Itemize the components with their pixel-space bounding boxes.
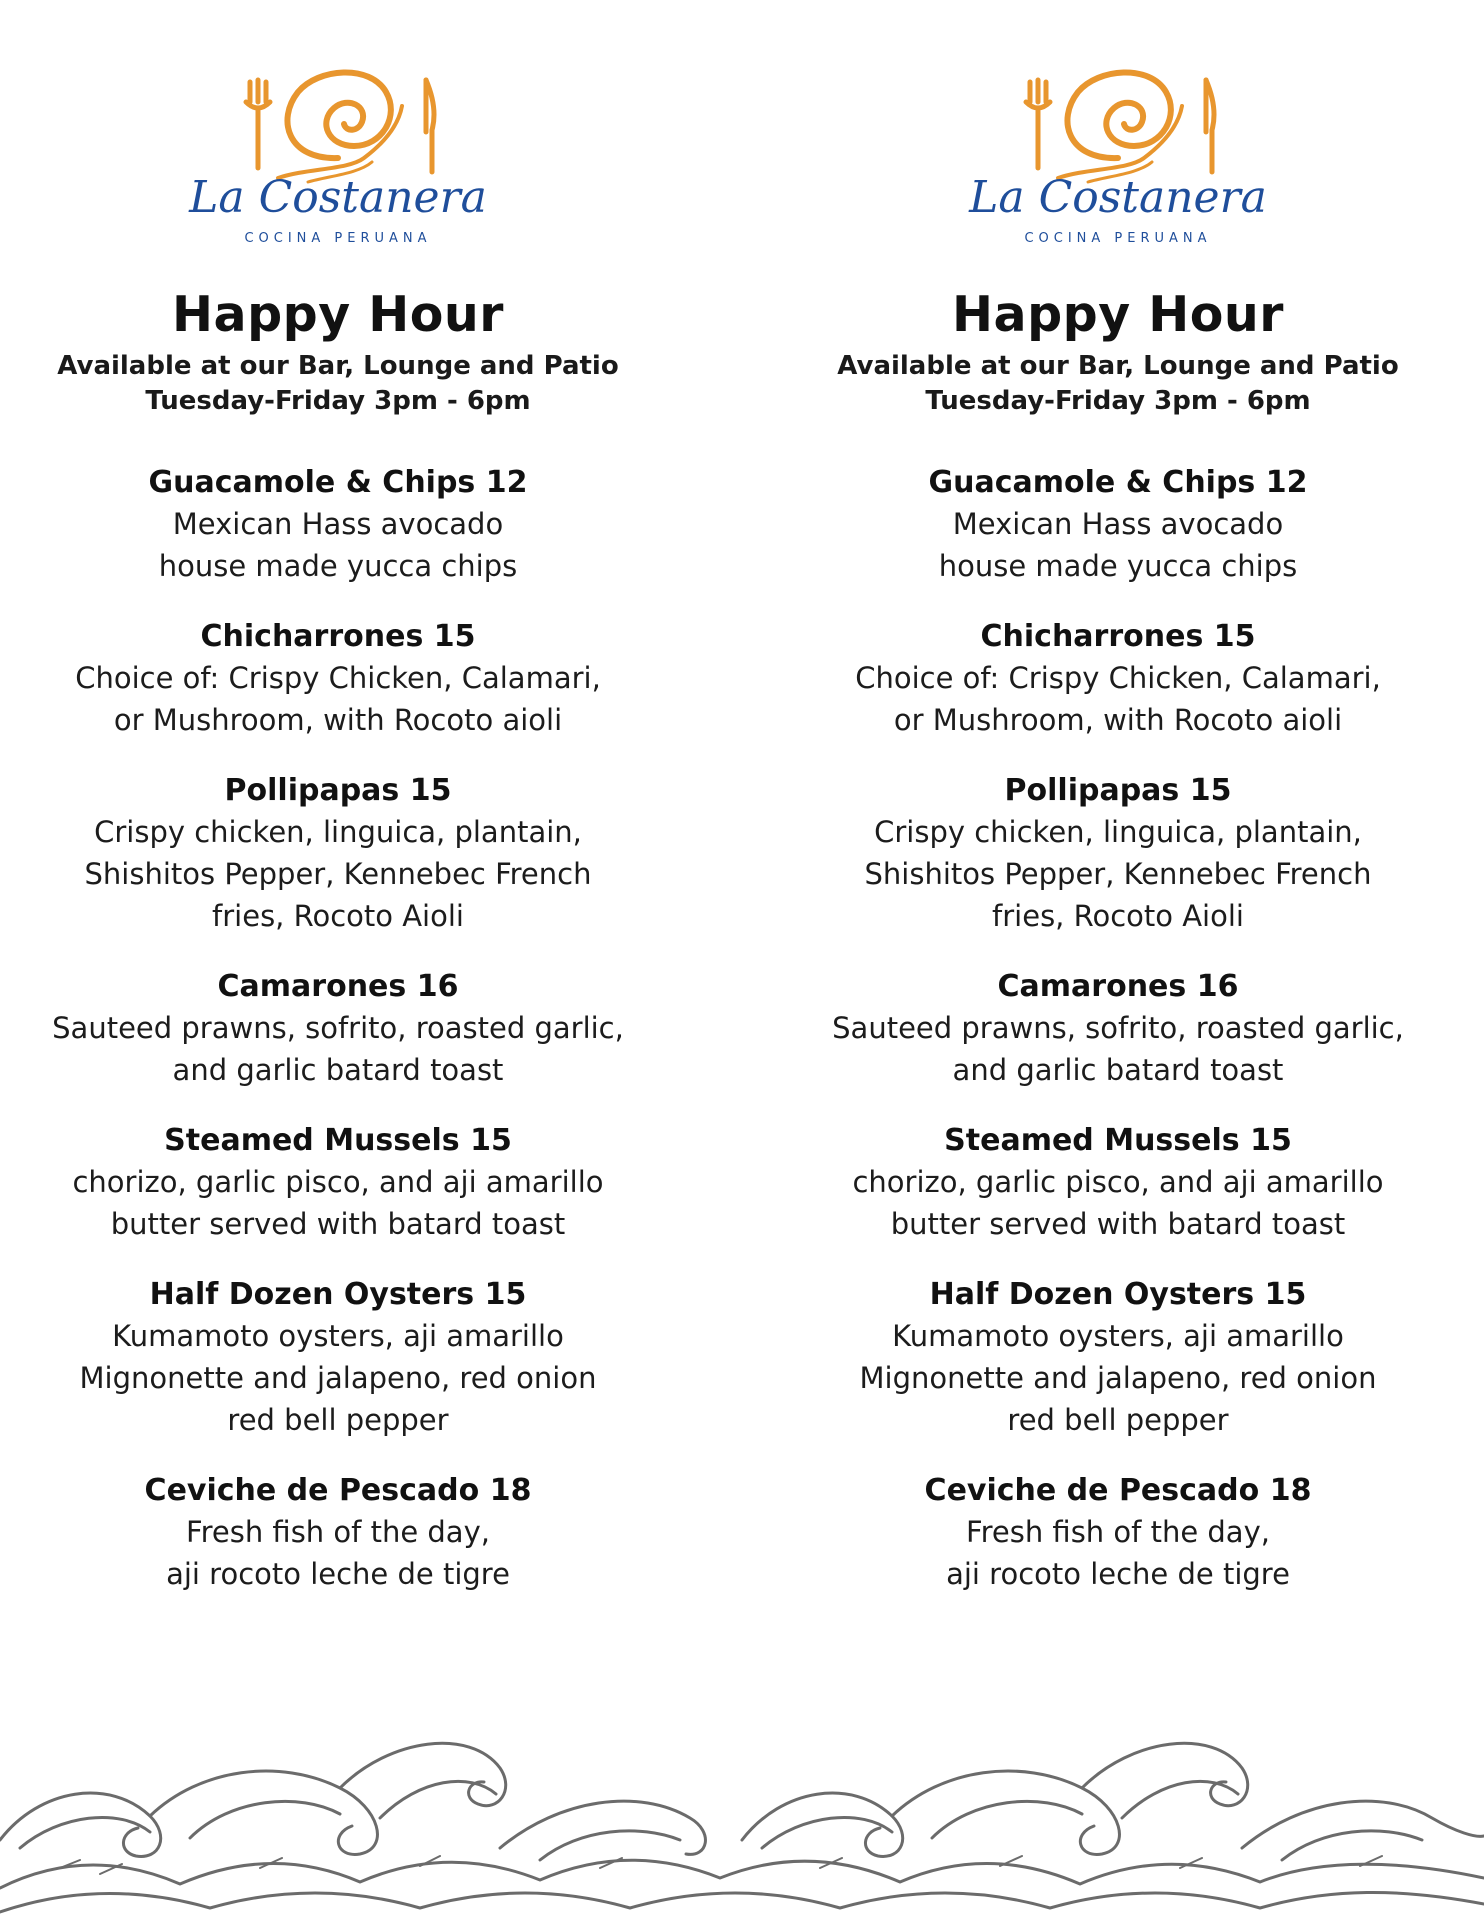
menu-item <box>798 617 1438 741</box>
item-name: Ceviche de Pescado 18 <box>144 1473 532 1508</box>
menu-panel-right <box>798 0 1438 1700</box>
item-name: Guacamole & Chips 12 <box>148 465 528 500</box>
item-name: Chicharrones 15 <box>200 619 476 654</box>
menu-panel-left <box>18 0 658 1700</box>
item-description: Choice of: Crispy Chicken, Calamari, or Mushroom, with Rocoto aioli <box>855 661 1381 737</box>
restaurant-logo <box>18 50 658 250</box>
menu-list <box>18 463 658 1595</box>
item-name: Guacamole & Chips 12 <box>928 465 1308 500</box>
plate-swirl-logo-icon <box>158 50 518 250</box>
menu-item <box>798 463 1438 587</box>
page-title: Happy Hour <box>952 286 1284 343</box>
menu-item <box>798 1275 1438 1441</box>
menu-item <box>798 1121 1438 1245</box>
availability-info <box>18 349 658 419</box>
item-name: Camarones 16 <box>217 969 459 1004</box>
item-name: Half Dozen Oysters 15 <box>929 1277 1307 1312</box>
item-name: Pollipapas 15 <box>1004 773 1232 808</box>
item-name: Half Dozen Oysters 15 <box>149 1277 527 1312</box>
item-description: Choice of: Crispy Chicken, Calamari, or Mushroom, with Rocoto aioli <box>75 661 601 737</box>
item-description: Mexican Hass avocado house made yucca chips <box>158 507 518 583</box>
item-description: Kumamoto oysters, aji amarillo Mignonette and jalapeno, red onion red bell pepper <box>79 1319 597 1437</box>
hours-text: Tuesday-Friday 3pm - 6pm <box>145 386 531 416</box>
item-description: Sauteed prawns, sofrito, roasted garlic, and garlic batard toast <box>52 1011 624 1087</box>
item-description: Crispy chicken, linguica, plantain, Shishitos Pepper, Kennebec French fries, Rocoto Aioli <box>84 815 592 933</box>
item-name: Pollipapas 15 <box>224 773 452 808</box>
item-name: Camarones 16 <box>997 969 1239 1004</box>
menu-item <box>18 463 658 587</box>
item-description: Fresh fish of the day, aji rocoto leche de tigre <box>166 1515 510 1591</box>
menu-item <box>798 967 1438 1091</box>
menu-item <box>18 771 658 937</box>
ocean-waves-illustration <box>0 1728 1484 1920</box>
item-description: Crispy chicken, linguica, plantain, Shishitos Pepper, Kennebec French fries, Rocoto Aioli <box>864 815 1372 933</box>
menu-item <box>18 967 658 1091</box>
svg-text:COCINA PERUANA: COCINA PERUANA <box>1024 231 1212 246</box>
menu-item <box>798 771 1438 937</box>
hours-text: Tuesday-Friday 3pm - 6pm <box>925 386 1311 416</box>
menu-list <box>798 463 1438 1595</box>
menu-item <box>18 617 658 741</box>
availability-text: Available at our Bar, Lounge and Patio <box>57 351 619 381</box>
page-title: Happy Hour <box>172 286 504 343</box>
availability-info <box>798 349 1438 419</box>
item-description: chorizo, garlic pisco, and aji amarillo butter served with batard toast <box>852 1165 1384 1241</box>
plate-swirl-logo-icon <box>938 50 1298 250</box>
menu-item <box>18 1275 658 1441</box>
item-name: Ceviche de Pescado 18 <box>924 1473 1312 1508</box>
item-name: Steamed Mussels 15 <box>164 1123 512 1158</box>
menu-item <box>18 1121 658 1245</box>
item-description: Mexican Hass avocado house made yucca chips <box>938 507 1298 583</box>
item-description: Fresh fish of the day, aji rocoto leche de tigre <box>946 1515 1290 1591</box>
menu-item <box>18 1471 658 1595</box>
item-name: Steamed Mussels 15 <box>944 1123 1292 1158</box>
item-description: Sauteed prawns, sofrito, roasted garlic, and garlic batard toast <box>832 1011 1404 1087</box>
svg-text:COCINA PERUANA: COCINA PERUANA <box>244 231 432 246</box>
availability-text: Available at our Bar, Lounge and Patio <box>837 351 1399 381</box>
menu-item <box>798 1471 1438 1595</box>
item-description: Kumamoto oysters, aji amarillo Mignonette and jalapeno, red onion red bell pepper <box>859 1319 1377 1437</box>
svg-text:La Costanera: La Costanera <box>189 172 487 223</box>
svg-text:La Costanera: La Costanera <box>969 172 1267 223</box>
item-description: chorizo, garlic pisco, and aji amarillo butter served with batard toast <box>72 1165 604 1241</box>
restaurant-logo <box>798 50 1438 250</box>
item-name: Chicharrones 15 <box>980 619 1256 654</box>
